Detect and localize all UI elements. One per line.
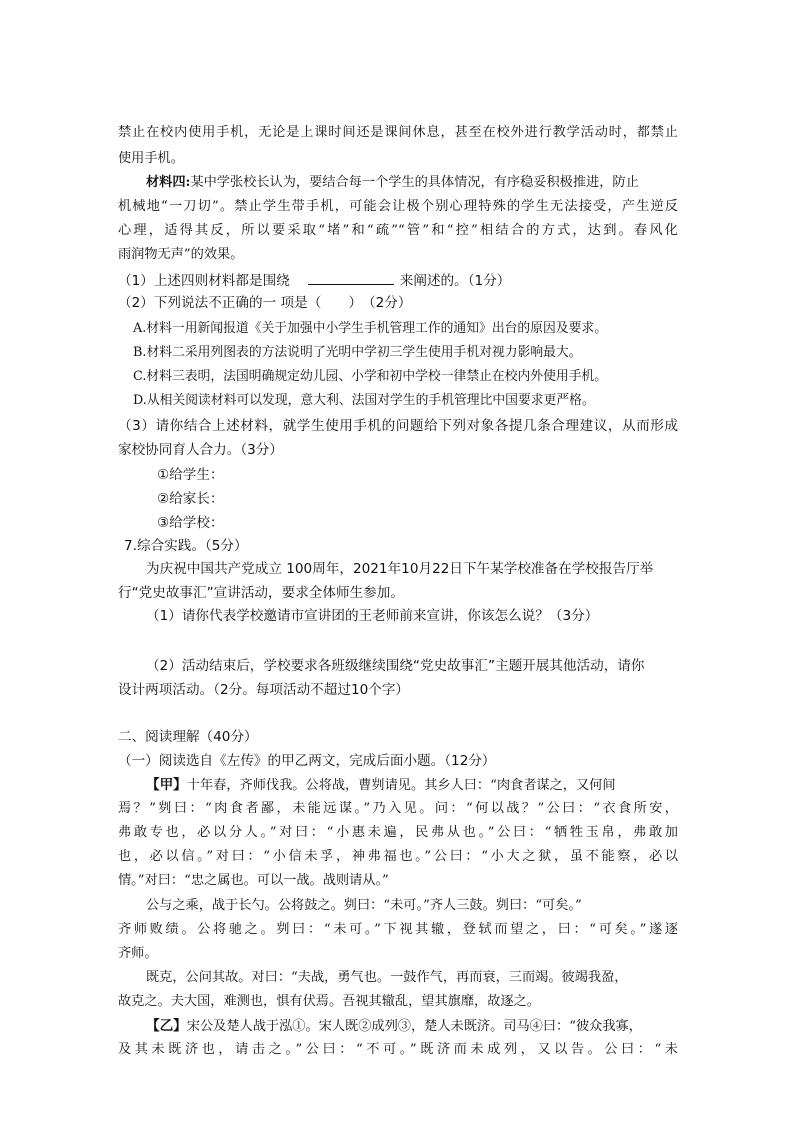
passage-yi-label: 【乙】 (146, 1018, 187, 1034)
option-b: B.材料二采用列图表的方法说明了光明中学初三学生使用手机对视力影响最大。 (133, 345, 582, 360)
passage-line: 故克之。夫大国，难测也，惧有伏焉。吾视其辙乱，望其旗靡，故逐之。 (118, 994, 540, 1009)
option-c: C.材料三表明，法国明确规定幼儿园、小学和初中学校一律禁止在校内外使用手机。 (133, 369, 608, 384)
question-1-tail: 来阐述的。（1分） (399, 273, 511, 289)
passage-jia-line (146, 776, 616, 795)
passage-yi-line (146, 1017, 642, 1036)
material-four-line (146, 174, 639, 192)
question-1 (118, 270, 510, 290)
passage-line: 既克，公问其故。对曰：“夫战，勇气也。一鼓作气，再而衰，三而竭。彼竭我盈， (146, 970, 628, 985)
question-2: （2）下列说法不正确的一 项是（ ） （2分） (118, 295, 412, 311)
passage-line: 齐师。 (118, 946, 158, 961)
text-line: 心理，适得其反，所以要采取“堵”和“疏”“管”和“控”相结合的方式，达到。春风化 (118, 223, 678, 238)
option-a: A.材料一用新闻报道《关于加强中小学生手机管理工作的通知》出台的原因及要求。 (133, 321, 607, 336)
text-line: 禁止在校内使用手机，无论是上课时间还是课间休息，甚至在校外进行教学活动时，都禁止 (118, 125, 678, 140)
answer-blank[interactable] (308, 270, 394, 285)
suggest-parent: ②给家长： (157, 491, 224, 507)
question-7-1: （1）请你代表学校邀请市宣讲团的王老师前来宣讲，你该怎么说？（3分） (146, 608, 599, 624)
passage-line: 公与之乘，战于长勺。公将鼓之。刿曰：“未可。”齐人三鼓。刿曰：“可矣。” (146, 898, 582, 913)
passage-line: 情。”对曰：“忠之属也。可以一战。战则请从。” (118, 873, 389, 888)
passage-line: 也，必以信。”对曰：“小信未孚，神弗福也。”公曰：“小大之狱，虽不能察，必以 (118, 849, 678, 864)
text-line: 机械地“一刀切”。禁止学生带手机，可能会让极个别心理特殊的学生无法接受，产生逆反 (118, 199, 678, 214)
material-four-label: 材料四: (146, 175, 191, 190)
passage-line: 齐师败绩。公将驰之。刿曰：“未可。”下视其辙，登轼而望之，曰：“可矣。”遂逐 (118, 922, 678, 937)
question-7-text: 为庆祝中国共产党成立 100周年，2021年10月22日下午某学校准备在学校报告厅举 (146, 561, 654, 577)
question-3-cont: 家校协同育人合力。（3分） (118, 442, 283, 458)
passage-line: 弗敢专也，必以分人。”对曰：“小惠未遍，民弗从也。”公曰：“牺牲玉帛，弗敢加 (118, 825, 678, 840)
suggest-student: ①给学生： (157, 467, 224, 483)
question-7: 7.综合实践。（5分） (124, 538, 248, 554)
section-title: 二、阅读理解（40分） (118, 729, 258, 745)
question-1-text: （1）上述四则材料都是围绕 (118, 273, 290, 289)
text-line: 使用手机。 (118, 151, 184, 166)
text-span: 宋公及楚人战于泓①。宋人既②成列③，楚人未既济。司马④曰：“彼众我寡， (186, 1019, 642, 1034)
suggest-school: ③给学校： (157, 515, 224, 531)
text-line: 雨润物无声”的效果。 (118, 247, 244, 262)
passage-line: 及其未既济也，请击之。”公曰：“不可。”既济而未成列，又以告。公曰：“未 (118, 1042, 678, 1057)
question-7-text: 行“党史故事汇”宣讲活动，要求全体师生参加。 (118, 585, 404, 601)
passage-line: 焉？”刿曰：“肉食者鄙，未能远谋。”乃入见。问：“何以战？”公曰：“衣食所安， (118, 801, 678, 816)
question-7-2: （2）活动结束后，学校要求各班级继续围绕“党史故事汇”主题开展其他活动，请你 (146, 658, 645, 674)
option-d: D.从相关阅读材料可以发现，意大利、法国对学生的手机管理比中国要求更严格。 (133, 393, 595, 408)
text-span: 某中学张校长认为，要结合每一个学生的具体情况，有序稳妥积极推进，防止 (190, 175, 639, 190)
subsection-title: （一）阅读选自《左传》的甲乙两文，完成后面小题。（12分） (118, 753, 496, 769)
question-3: （3）请你结合上述材料，就学生使用手机的问题给下列对象各提几条合理建议，从而形成 (118, 418, 678, 434)
question-7-2-cont: 设计两项活动。（2分。每项活动不超过10个字） (118, 682, 410, 698)
passage-jia-label: 【甲】 (146, 777, 187, 793)
text-span: 十年春，齐师伐我。公将战，曹刿请见。其乡人曰：“肉食者谋之，又何间 (186, 778, 616, 793)
